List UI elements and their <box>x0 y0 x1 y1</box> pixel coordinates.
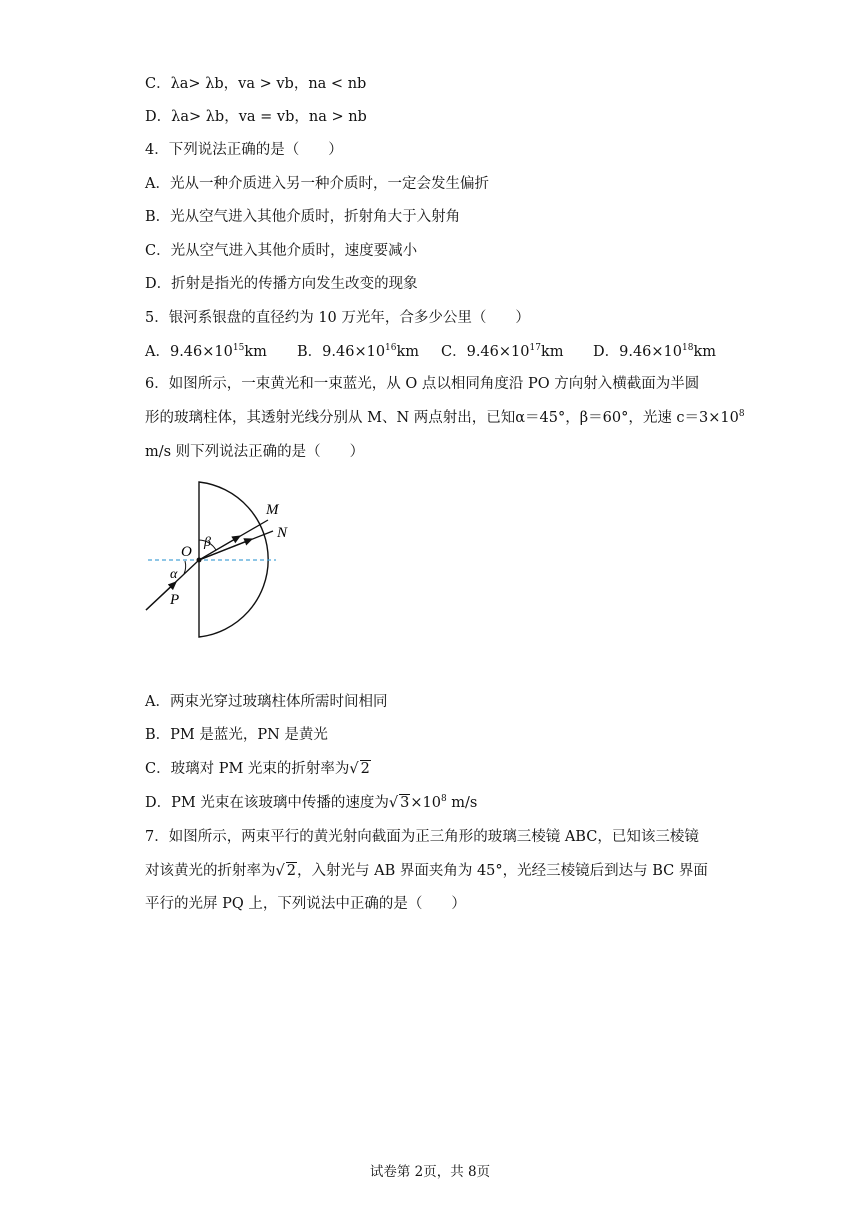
q6-stem-line2: 形的玻璃柱体，其透射光线分别从 M、N 两点射出，已知α＝45°，β＝60°，光速 $c=3\times 10^8$ <box>145 409 745 426</box>
q6-option-c: C．玻璃对 PM 光束的折射率为√ 2 <box>145 761 370 777</box>
q4-stem: 4．下列说法正确的是（ ） <box>145 142 343 158</box>
point-o <box>197 558 202 563</box>
q6-stem-line1: 6．如图所示，一束黄光和一束蓝光，从 O 点以相同角度沿 PO 方向射入横截面为半圆 <box>145 376 700 392</box>
q5-option-a: A．$9.46\times 10^{15}km$ <box>145 343 267 360</box>
q6-option-b: B．PM 是蓝光，PN 是黄光 <box>145 727 328 743</box>
q5-option-d: D．$9.46\times 10^{18}km$ <box>593 343 717 360</box>
page-footer: 试卷第 2页，共 8页 <box>369 1164 491 1180</box>
label-n: N <box>277 525 288 541</box>
label-beta: β <box>204 535 211 550</box>
q4-option-b: B．光从空气进入其他介质时，折射角大于入射角 <box>145 209 461 225</box>
q5-stem: 5．银河系银盘的直径约为 10 万光年，合多少公里（ ） <box>145 310 530 326</box>
q7-stem-line2: 对该黄光的折射率为√ 2，入射光与 AB 界面夹角为 45°，光经三棱镜后到达与 BC 界面 <box>145 863 708 879</box>
label-o: O <box>181 544 192 560</box>
q5-option-b: B．$9.46\times 10^{16}km$ <box>297 343 420 360</box>
q3-option-d: D．λa> λb，va = vb，na > nb <box>145 109 367 125</box>
q4-option-d: D．折射是指光的传播方向发生改变的现象 <box>145 276 418 292</box>
q3-option-c: C．λa> λb，va > vb，na < nb <box>145 76 367 92</box>
label-p: P <box>170 592 180 608</box>
q4-option-a: A．光从一种介质进入另一种介质时，一定会发生偏折 <box>145 176 489 192</box>
label-alpha: α <box>170 567 178 582</box>
q6-option-a: A．两束光穿过玻璃柱体所需时间相同 <box>145 694 388 710</box>
q6-option-d: D．PM 光束在该玻璃中传播的速度为√ $3\times 10^8$ m/s <box>145 794 478 811</box>
q7-stem-line1: 7．如图所示，两束平行的黄光射向截面为正三角形的玻璃三棱镜 ABC，已知该三棱镜 <box>145 829 699 845</box>
q6-stem-line3: m/s 则下列说法正确的是（ ） <box>145 444 365 460</box>
q6-figure-semicircle-glass <box>140 474 300 644</box>
q7-stem-line3: 平行的光屏 PQ 上，下列说法中正确的是（ ） <box>145 896 466 912</box>
q4-option-c: C．光从空气进入其他介质时，速度要减小 <box>145 243 418 259</box>
q5-option-c: C．$9.46\times 10^{17}km$ <box>441 343 564 360</box>
label-m: M <box>266 502 279 518</box>
